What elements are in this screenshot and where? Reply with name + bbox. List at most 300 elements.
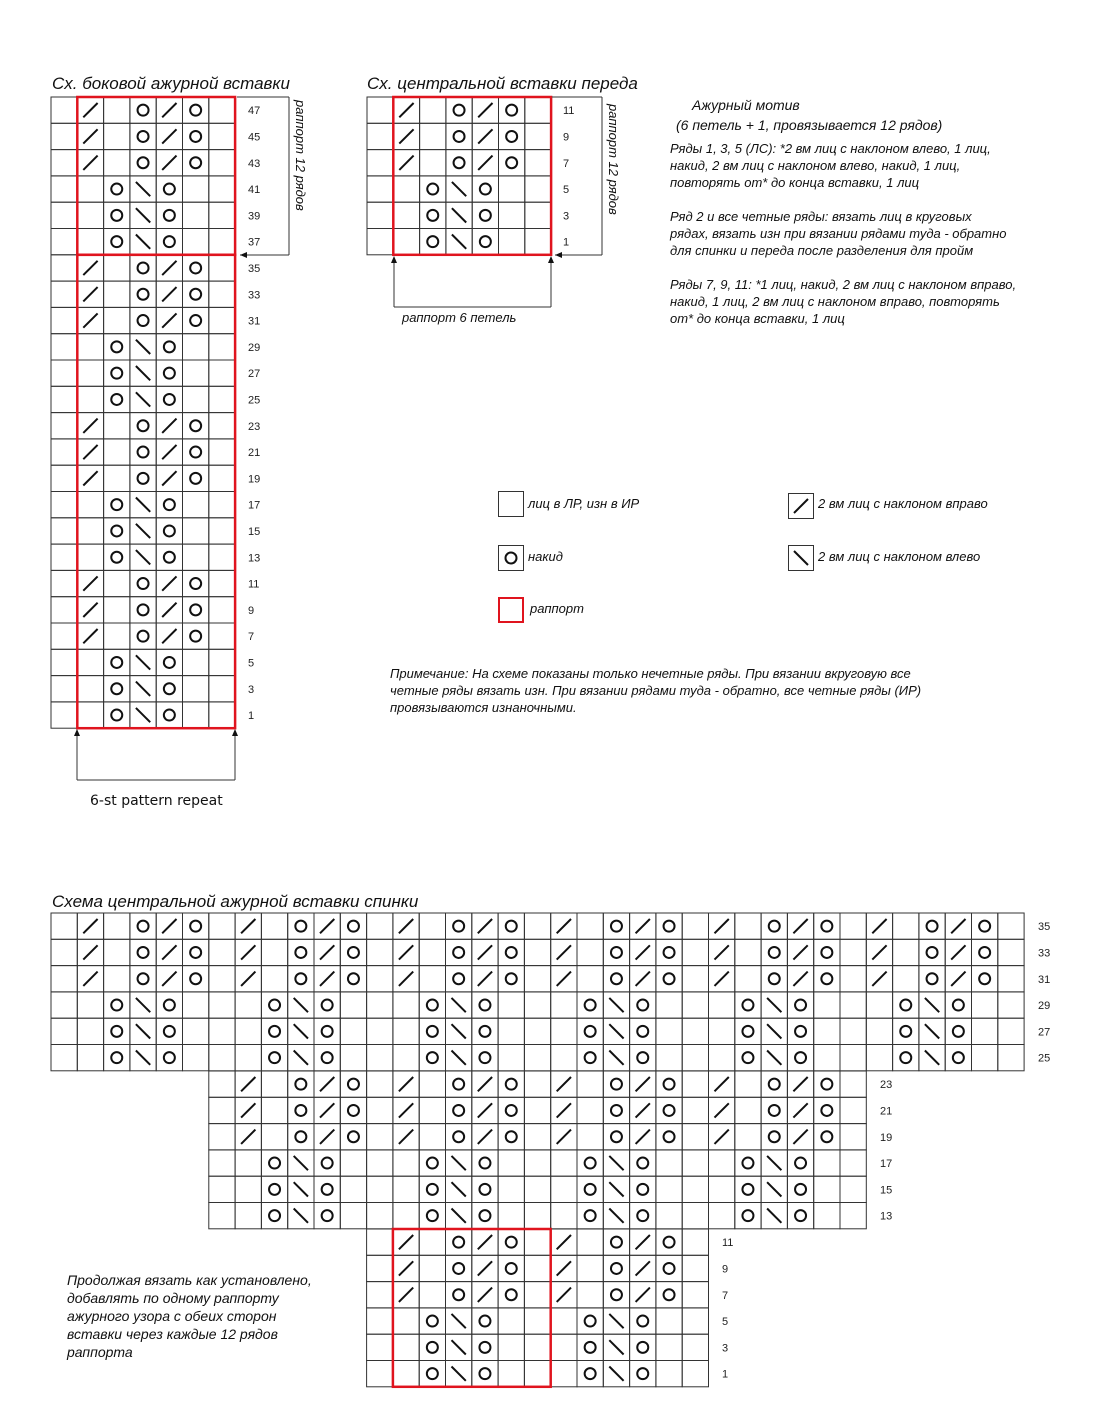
stitch-cell	[130, 150, 156, 176]
stitch-cell	[183, 255, 209, 281]
yarn-over-icon	[742, 1184, 753, 1195]
yarn-over-icon	[427, 1368, 438, 1379]
yarn-over-icon	[795, 1210, 806, 1221]
stitch-cell	[156, 1045, 182, 1071]
chart-row	[51, 992, 1050, 1018]
yarn-over-icon	[427, 210, 438, 221]
stitch-cell	[945, 1045, 971, 1071]
stitch-cell	[499, 150, 525, 176]
stitch-cell	[209, 544, 235, 570]
stitch-cell	[261, 1097, 287, 1123]
yarn-over-icon	[795, 1184, 806, 1195]
stitch-cell	[735, 1071, 761, 1097]
stitch-cell	[340, 1150, 366, 1176]
front-repeat-rows-bracket	[552, 97, 602, 258]
yarn-over-icon	[664, 1237, 675, 1248]
stitch-cell	[367, 1071, 393, 1097]
stitch-cell	[630, 1334, 656, 1360]
row-number: 3	[248, 683, 255, 696]
chart-row	[51, 176, 260, 202]
stitch-cell	[367, 1255, 393, 1281]
slash-right-icon	[557, 1077, 571, 1091]
stitch-cell	[183, 176, 209, 202]
stitch-cell	[472, 1334, 498, 1360]
stitch-cell	[104, 966, 130, 992]
motif-line: для спинки и переда после разделения для пройм	[670, 243, 974, 258]
yarn-over-icon	[821, 1079, 832, 1090]
yarn-over-icon	[795, 1026, 806, 1037]
yarn-over-icon	[111, 525, 122, 536]
stitch-cell	[393, 202, 419, 228]
stitch-cell	[761, 939, 787, 965]
stitch-cell	[472, 1018, 498, 1044]
stitch-cell	[183, 360, 209, 386]
stitch-cell	[77, 334, 103, 360]
stitch-cell	[603, 913, 629, 939]
yarn-over-icon	[348, 1131, 359, 1142]
stitch-cell	[261, 992, 287, 1018]
slash-left-icon	[452, 1340, 466, 1354]
stitch-cell	[420, 202, 446, 228]
stitch-cell	[51, 281, 77, 307]
stitch-cell	[814, 1071, 840, 1097]
stitch-cell	[393, 1018, 419, 1044]
stitch-cell	[656, 1255, 682, 1281]
legend-k2tog-right-symbol	[788, 493, 814, 519]
yarn-over-icon	[742, 1052, 753, 1063]
stitch-cell	[393, 1045, 419, 1071]
stitch-cell	[419, 1150, 445, 1176]
row-number: 21	[248, 447, 261, 460]
stitch-cell	[51, 939, 77, 965]
stitch-cell	[709, 992, 735, 1018]
stitch-cell	[104, 676, 130, 702]
stitch-cell	[393, 1203, 419, 1229]
slash-right-icon	[162, 287, 176, 301]
slash-left-icon	[136, 340, 150, 354]
slash-left-icon	[788, 545, 814, 571]
stitch-cell	[814, 1018, 840, 1044]
stitch-cell	[367, 1176, 393, 1202]
stitch-cell	[51, 992, 77, 1018]
stitch-cell	[419, 1071, 445, 1097]
stitch-cell	[367, 1150, 393, 1176]
stitch-cell	[761, 913, 787, 939]
stitch-cell	[393, 1308, 419, 1334]
slash-right-icon	[951, 972, 965, 986]
stitch-cell	[472, 992, 498, 1018]
row-number: 47	[248, 105, 261, 118]
slash-left-icon	[136, 998, 150, 1012]
stitch-cell	[77, 176, 103, 202]
stitch-cell	[656, 1045, 682, 1071]
stitch-cell	[577, 913, 603, 939]
yarn-over-icon	[953, 1026, 964, 1037]
stitch-cell	[367, 1124, 393, 1150]
slash-right-icon	[162, 629, 176, 643]
motif-line: накид, 2 вм лиц с наклоном влево, накид, 1 лиц,	[670, 158, 961, 173]
slash-right-icon	[557, 1130, 571, 1144]
stitch-cell	[288, 913, 314, 939]
stitch-cell	[524, 1229, 550, 1255]
row-number: 15	[248, 525, 261, 538]
stitch-cell	[209, 334, 235, 360]
stitch-cell	[787, 992, 813, 1018]
chart-row	[209, 1071, 892, 1097]
stitch-cell	[603, 966, 629, 992]
front-chart-title: Сх. центральной вставки переда	[367, 74, 638, 93]
stitch-cell	[499, 97, 525, 123]
stitch-cell	[209, 966, 235, 992]
stitch-cell	[499, 123, 525, 149]
yarn-over-icon	[138, 921, 149, 932]
slash-right-icon	[83, 156, 97, 170]
stitch-cell	[367, 202, 393, 228]
stitch-cell	[367, 1229, 393, 1255]
yarn-over-icon	[190, 157, 201, 168]
slash-left-icon	[294, 1182, 308, 1196]
stitch-cell	[420, 150, 446, 176]
slash-right-icon	[399, 129, 413, 143]
yarn-over-icon	[454, 131, 465, 142]
chart-row	[51, 465, 260, 491]
stitch-cell	[104, 255, 130, 281]
stitch-cell	[420, 97, 446, 123]
stitch-cell	[51, 123, 77, 149]
stitch-cell	[656, 1176, 682, 1202]
slash-right-icon	[320, 945, 334, 959]
yarn-over-icon	[664, 1289, 675, 1300]
stitch-cell	[340, 1071, 366, 1097]
stitch-cell	[603, 1255, 629, 1281]
slash-right-icon	[399, 919, 413, 933]
yarn-over-icon	[322, 1184, 333, 1195]
stitch-cell	[288, 1124, 314, 1150]
stitch-cell	[104, 570, 130, 596]
yarn-over-icon	[453, 1263, 464, 1274]
row-number: 21	[880, 1105, 893, 1118]
stitch-cell	[735, 1176, 761, 1202]
slash-right-icon	[557, 1261, 571, 1275]
stitch-cell	[183, 966, 209, 992]
stitch-cell	[524, 1045, 550, 1071]
side-repeat-rows-label: раппорт 12 рядов	[293, 100, 308, 211]
chart-row	[51, 1018, 1050, 1044]
stitch-cell	[524, 1361, 550, 1387]
stitch-cell	[814, 1203, 840, 1229]
slash-right-icon	[951, 919, 965, 933]
slash-left-icon	[136, 708, 150, 722]
slash-right-icon	[162, 261, 176, 275]
yarn-over-icon	[611, 1131, 622, 1142]
stitch-cell	[183, 939, 209, 965]
stitch-cell	[998, 913, 1024, 939]
stitch-cell	[735, 1045, 761, 1071]
yarn-over-icon	[480, 236, 491, 247]
stitch-cell	[446, 913, 472, 939]
stitch-cell	[630, 1018, 656, 1044]
stitch-cell	[130, 623, 156, 649]
stitch-cell	[104, 518, 130, 544]
yarn-over-icon	[190, 315, 201, 326]
stitch-cell	[472, 1308, 498, 1334]
slash-right-icon	[83, 471, 97, 485]
chart-row	[51, 966, 1050, 992]
stitch-cell	[104, 176, 130, 202]
stitch-cell	[51, 413, 77, 439]
stitch-cell	[577, 1097, 603, 1123]
yarn-over-icon	[479, 1368, 490, 1379]
stitch-cell	[656, 1361, 682, 1387]
stitch-cell	[104, 1045, 130, 1071]
chart-row	[209, 1176, 892, 1202]
stitch-cell	[603, 1071, 629, 1097]
slash-right-icon	[793, 919, 807, 933]
slash-right-icon	[162, 313, 176, 327]
stitch-cell	[340, 1045, 366, 1071]
stitch-cell	[814, 966, 840, 992]
slash-left-icon	[294, 998, 308, 1012]
stitch-cell	[340, 1097, 366, 1123]
stitch-cell	[840, 1176, 866, 1202]
back-chart-section	[209, 1071, 892, 1229]
slash-right-icon	[636, 1261, 650, 1275]
stitch-cell	[183, 281, 209, 307]
yarn-over-icon	[164, 341, 175, 352]
stitch-cell	[577, 1361, 603, 1387]
stitch-cell	[104, 597, 130, 623]
slash-right-icon	[636, 945, 650, 959]
legend-repeat-label: раппорт	[530, 601, 584, 616]
chart-row	[209, 1150, 892, 1176]
slash-left-icon	[452, 208, 466, 222]
stitch-cell	[735, 966, 761, 992]
stitch-cell	[524, 1282, 550, 1308]
chart-row	[367, 176, 569, 202]
row-number: 25	[1038, 1052, 1051, 1065]
slash-right-icon	[557, 945, 571, 959]
yarn-over-icon	[585, 1158, 596, 1169]
stitch-cell	[682, 1334, 708, 1360]
chart-row	[367, 1282, 729, 1308]
stitch-cell	[498, 1124, 524, 1150]
stitch-cell	[104, 492, 130, 518]
yarn-over-icon	[506, 157, 517, 168]
stitch-cell	[840, 1203, 866, 1229]
yarn-over-icon	[585, 1316, 596, 1327]
yarn-over-icon	[454, 105, 465, 116]
yarn-over-icon	[585, 1184, 596, 1195]
stitch-cell	[77, 492, 103, 518]
chart-row	[51, 386, 260, 412]
row-number: 41	[248, 184, 261, 197]
continue-note-line: вставки через каждые 12 рядов	[67, 1326, 278, 1342]
slash-left-icon	[452, 1367, 466, 1381]
stitch-cell	[420, 176, 446, 202]
stitch-cell	[735, 913, 761, 939]
stitch-cell	[577, 1203, 603, 1229]
stitch-cell	[393, 1176, 419, 1202]
slash-left-icon	[609, 1156, 623, 1170]
yarn-over-icon	[979, 921, 990, 932]
stitch-cell	[209, 176, 235, 202]
slash-right-icon	[872, 972, 886, 986]
stitch-cell	[183, 1045, 209, 1071]
stitch-cell	[209, 465, 235, 491]
yarn-over-icon	[111, 683, 122, 694]
stitch-cell	[209, 913, 235, 939]
stitch-cell	[682, 966, 708, 992]
yarn-over-icon	[295, 973, 306, 984]
slash-right-icon	[162, 471, 176, 485]
stitch-cell	[209, 1203, 235, 1229]
stitch-cell	[288, 1097, 314, 1123]
stitch-cell	[551, 1150, 577, 1176]
stitch-cell	[446, 1282, 472, 1308]
stitch-cell	[525, 202, 551, 228]
yarn-over-icon	[138, 289, 149, 300]
stitch-cell	[498, 1282, 524, 1308]
stitch-cell	[261, 1150, 287, 1176]
stitch-cell	[998, 992, 1024, 1018]
row-number: 15	[880, 1184, 893, 1197]
stitch-cell	[866, 992, 892, 1018]
row-number: 43	[248, 157, 261, 170]
yarn-over-icon	[427, 1158, 438, 1169]
stitch-cell	[524, 1334, 550, 1360]
slash-right-icon	[162, 419, 176, 433]
row-number: 33	[1038, 947, 1051, 960]
stitch-cell	[840, 1071, 866, 1097]
yarn-over-icon	[742, 1158, 753, 1169]
yarn-over-icon	[585, 1000, 596, 1011]
slash-left-icon	[136, 550, 150, 564]
stitch-cell	[498, 1361, 524, 1387]
stitch-cell	[183, 597, 209, 623]
stitch-cell	[840, 1045, 866, 1071]
stitch-cell	[472, 1203, 498, 1229]
stitch-cell	[498, 939, 524, 965]
yarn-over-icon	[164, 394, 175, 405]
yarn-over-icon	[453, 1079, 464, 1090]
slash-right-icon	[557, 1235, 571, 1249]
yarn-over-icon	[611, 1105, 622, 1116]
stitch-cell	[367, 1097, 393, 1123]
yarn-over-icon	[111, 368, 122, 379]
slash-right-icon	[478, 1077, 492, 1091]
stitch-cell	[998, 1045, 1024, 1071]
yarn-over-icon	[322, 1026, 333, 1037]
motif-line: Ряды 7, 9, 11: *1 лиц, накид, 2 вм лиц с наклоном вправо,	[670, 277, 1017, 292]
yarn-over-icon	[111, 657, 122, 668]
stitch-cell	[630, 992, 656, 1018]
yarn-over-icon	[427, 1316, 438, 1327]
yarn-over-icon	[322, 1052, 333, 1063]
row-number: 5	[248, 657, 255, 670]
slash-right-icon	[162, 972, 176, 986]
yarn-over-icon	[585, 1052, 596, 1063]
stitch-cell	[761, 1071, 787, 1097]
yarn-over-icon	[164, 1052, 175, 1063]
stitch-cell	[893, 913, 919, 939]
row-number: 11	[248, 578, 260, 591]
stitch-cell	[524, 1203, 550, 1229]
stitch-cell	[209, 676, 235, 702]
stitch-cell	[656, 1018, 682, 1044]
stitch-cell	[524, 1255, 550, 1281]
yarn-over-icon	[111, 552, 122, 563]
yarn-over-icon	[742, 1210, 753, 1221]
stitch-cell	[183, 439, 209, 465]
yarn-over-icon	[611, 947, 622, 958]
chart-row	[51, 676, 254, 702]
stitch-cell	[419, 966, 445, 992]
stitch-cell	[183, 202, 209, 228]
stitch-cell	[393, 992, 419, 1018]
stitch-cell	[209, 623, 235, 649]
stitch-cell	[577, 992, 603, 1018]
slash-right-icon	[478, 972, 492, 986]
yarn-over-icon	[190, 631, 201, 642]
yarn-over-icon	[138, 604, 149, 615]
slash-right-icon	[83, 287, 97, 301]
slash-left-icon	[136, 655, 150, 669]
yarn-over-icon	[637, 1158, 648, 1169]
slash-left-icon	[294, 1024, 308, 1038]
slash-right-icon	[320, 919, 334, 933]
stitch-cell	[709, 1150, 735, 1176]
slash-right-icon	[241, 1130, 255, 1144]
slash-right-icon	[162, 576, 176, 590]
stitch-cell	[709, 1203, 735, 1229]
stitch-cell	[446, 1229, 472, 1255]
yarn-over-icon	[479, 1026, 490, 1037]
yarn-over-icon	[269, 1184, 280, 1195]
yarn-over-icon	[164, 710, 175, 721]
motif-line: накид, 1 лиц, 2 вм лиц с наклоном вправо, повторять	[670, 294, 1000, 309]
slash-right-icon	[162, 156, 176, 170]
stitch-cell	[51, 702, 77, 728]
stitch-cell	[130, 465, 156, 491]
stitch-cell	[498, 1255, 524, 1281]
slash-left-icon	[452, 235, 466, 249]
row-number: 13	[880, 1210, 893, 1223]
stitch-cell	[682, 1229, 708, 1255]
stitch-cell	[209, 123, 235, 149]
stitch-cell	[603, 1097, 629, 1123]
yarn-over-icon	[427, 236, 438, 247]
stitch-cell	[367, 992, 393, 1018]
row-number: 23	[248, 420, 261, 433]
slash-right-icon	[872, 919, 886, 933]
slash-right-icon	[478, 103, 492, 117]
stitch-cell	[235, 992, 261, 1018]
yarn-over-icon	[138, 315, 149, 326]
yarn-over-icon	[348, 921, 359, 932]
slash-right-icon	[83, 576, 97, 590]
slash-right-icon	[83, 313, 97, 327]
stitch-cell	[261, 939, 287, 965]
stitch-cell	[183, 307, 209, 333]
stitch-cell	[524, 1018, 550, 1044]
yarn-over-icon	[453, 947, 464, 958]
stitch-cell	[656, 1124, 682, 1150]
stitch-cell	[840, 1097, 866, 1123]
motif-line: Ряды 1, 3, 5 (ЛС): *2 вм лиц с наклоном влево, 1 лиц,	[670, 141, 991, 156]
stitch-cell	[183, 386, 209, 412]
stitch-cell	[104, 702, 130, 728]
slash-right-icon	[241, 1103, 255, 1117]
